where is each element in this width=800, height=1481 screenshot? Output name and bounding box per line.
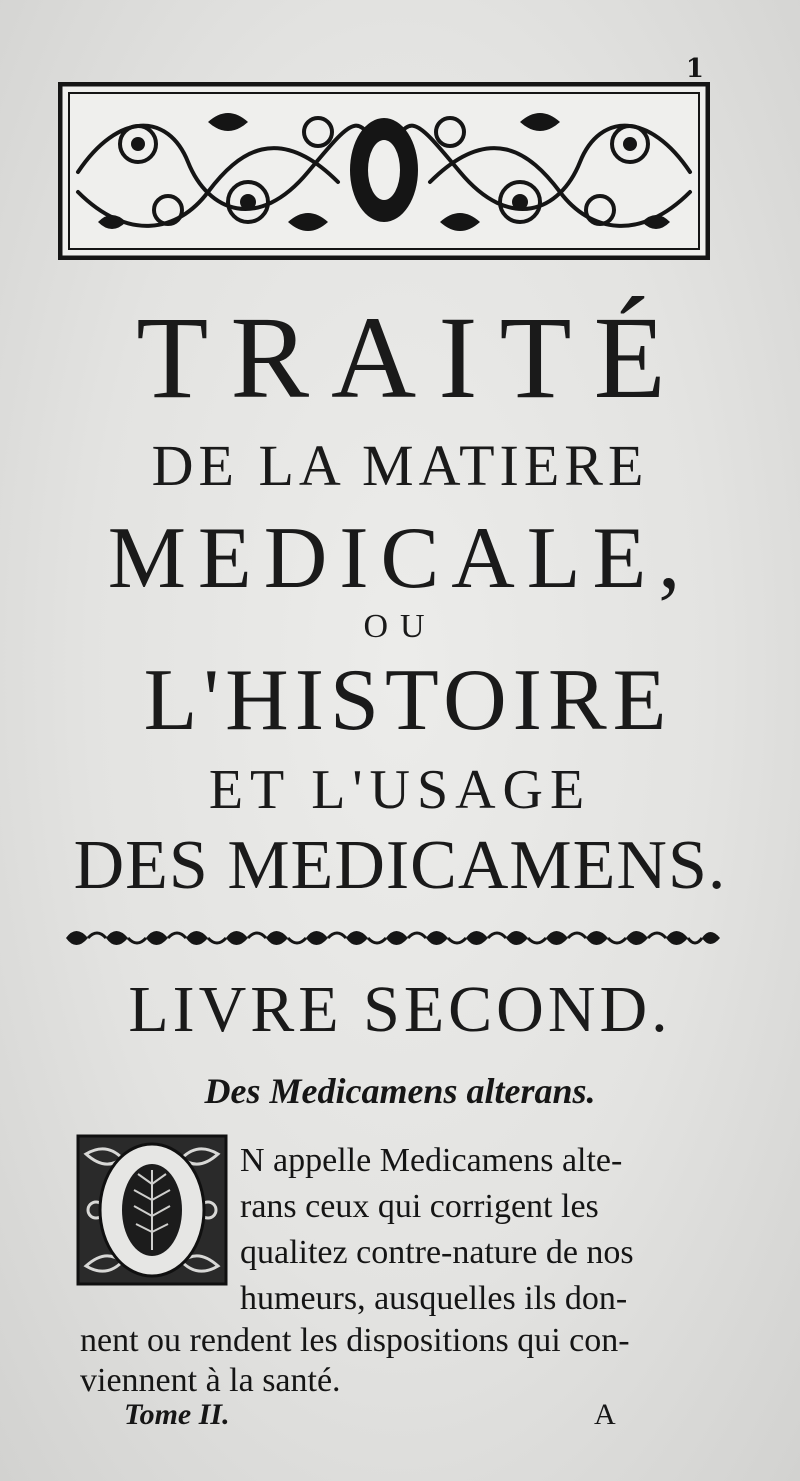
body-line: humeurs, ausquelles ils don- xyxy=(240,1280,628,1317)
book-heading: LIVRE SECOND. xyxy=(128,973,672,1046)
title-usage: ET L'USAGE xyxy=(208,759,592,821)
chapter-subtitle: Des Medicamens alterans. xyxy=(204,1071,596,1111)
body-line: N appelle Medicamens alte- xyxy=(240,1142,623,1179)
page-number: 1 xyxy=(685,54,704,84)
body-line: viennent à la santé. xyxy=(80,1362,341,1399)
ornamental-drop-cap xyxy=(76,1134,228,1286)
title-traite: TRAITÉ xyxy=(136,292,688,423)
title-de-la-matiere: DE LA MATIERE xyxy=(151,433,649,498)
body-line: nent ou rendent les dispositions qui con- xyxy=(80,1322,630,1359)
fleuron-divider xyxy=(62,920,724,956)
body-line: rans ceux qui corrigent les xyxy=(240,1188,599,1225)
title-histoire: L'HISTOIRE xyxy=(143,652,673,749)
ornamental-headpiece xyxy=(58,82,710,260)
title-des-medicamens: DES MEDICAMENS. xyxy=(73,827,727,904)
body-line: qualitez contre-nature de nos xyxy=(240,1234,634,1271)
volume-footer: Tome II. xyxy=(124,1398,230,1431)
title-medicale: MEDICALE, xyxy=(107,510,693,607)
title-ou: OU xyxy=(363,608,437,645)
signature-mark: A xyxy=(594,1398,616,1431)
